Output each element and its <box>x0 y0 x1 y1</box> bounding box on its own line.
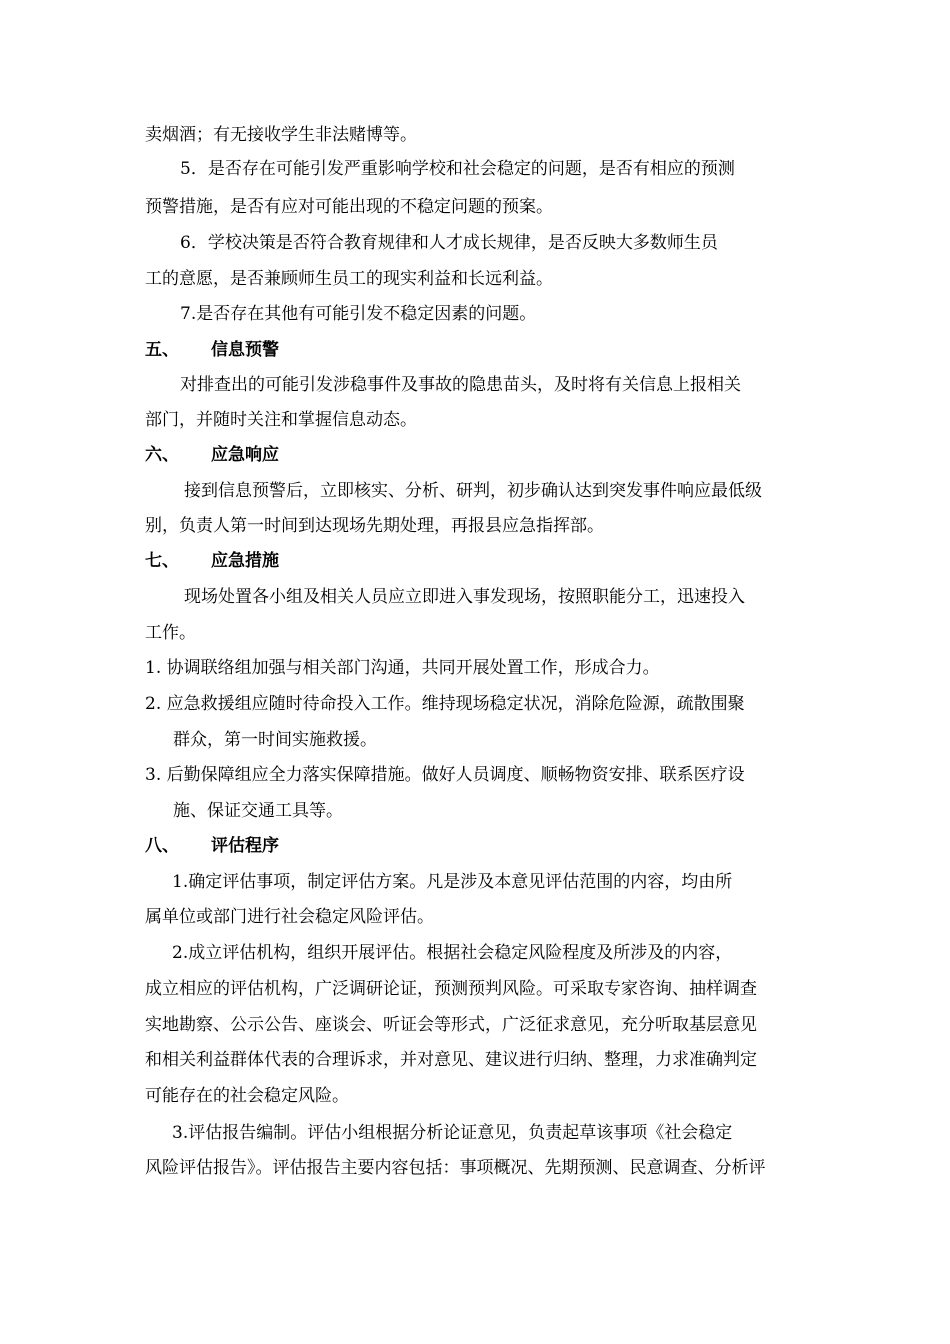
numbered-item-3-cont: 施、保证交通工具等。 <box>173 801 343 821</box>
paragraph-line: 3.评估报告编制。评估小组根据分析论证意见，负责起草该事项《社会稳定 <box>172 1123 733 1143</box>
section-number: 七、 <box>145 551 179 571</box>
list-item-6: 6．学校决策是否符合教育规律和人才成长规律，是否反映大多数师生员 <box>180 233 718 253</box>
paragraph-line: 成立相应的评估机构，广泛调研论证，预测预判风险。可采取专家咨询、抽样调查 <box>145 979 757 999</box>
paragraph-line: 对排查出的可能引发涉稳事件及事故的隐患苗头，及时将有关信息上报相关 <box>180 375 741 395</box>
section-title: 信息预警 <box>211 340 279 360</box>
paragraph-line: 1.确定评估事项，制定评估方案。凡是涉及本意见评估范围的内容，均由所 <box>172 872 733 892</box>
paragraph-line: 可能存在的社会稳定风险。 <box>145 1086 349 1106</box>
section-number: 六、 <box>145 445 179 465</box>
section-heading <box>145 342 279 359</box>
paragraph-line: 属单位或部门进行社会稳定风险评估。 <box>145 907 434 927</box>
paragraph-line: 预警措施，是否有应对可能出现的不稳定问题的预案。 <box>145 197 553 217</box>
paragraph-line: 部门，并随时关注和掌握信息动态。 <box>145 410 417 430</box>
paragraph-line: 接到信息预警后，立即核实、分析、研判，初步确认达到突发事件响应最低级 <box>184 481 762 501</box>
section-title: 评估程序 <box>211 836 279 856</box>
paragraph-line: 风险评估报告》。评估报告主要内容包括：事项概况、先期预测、民意调查、分析评 <box>145 1158 766 1178</box>
paragraph-line: 实地勘察、公示公告、座谈会、听证会等形式，广泛征求意见，充分听取基层意见 <box>145 1015 757 1035</box>
numbered-item-3: 3. 后勤保障组应全力落实保障措施。做好人员调度、顺畅物资安排、联系医疗设 <box>145 765 745 785</box>
paragraph-line: 工作。 <box>145 623 196 643</box>
section-number: 五、 <box>145 340 179 360</box>
section-title: 应急响应 <box>211 445 279 465</box>
section-title: 应急措施 <box>211 551 279 571</box>
paragraph-line: 工的意愿，是否兼顾师生员工的现实利益和长远利益。 <box>145 269 553 289</box>
numbered-item-2-cont: 群众，第一时间实施救援。 <box>173 730 377 750</box>
paragraph-line: 现场处置各小组及相关人员应立即进入事发现场，按照职能分工，迅速投入 <box>184 587 745 607</box>
list-item-5: 5．是否存在可能引发严重影响学校和社会稳定的问题，是否有相应的预测 <box>180 159 735 179</box>
numbered-item-2: 2. 应急救援组应随时待命投入工作。维持现场稳定状况，消除危险源，疏散围聚 <box>145 694 745 714</box>
section-heading <box>145 553 279 570</box>
section-heading <box>145 447 279 464</box>
paragraph-line: 和相关利益群体代表的合理诉求，并对意见、建议进行归纳、整理，力求准确判定 <box>145 1050 757 1070</box>
section-number: 八、 <box>145 836 179 856</box>
paragraph-line: 2.成立评估机构，组织开展评估。根据社会稳定风险程度及所涉及的内容， <box>172 943 733 963</box>
list-item-7: 7.是否存在其他有可能引发不稳定因素的问题。 <box>180 304 537 324</box>
section-heading <box>145 838 279 855</box>
paragraph-line: 别，负责人第一时间到达现场先期处理，再报县应急指挥部。 <box>145 516 604 536</box>
numbered-item-1: 1. 协调联络组加强与相关部门沟通，共同开展处置工作，形成合力。 <box>145 658 660 678</box>
paragraph-line: 卖烟酒；有无接收学生非法赌博等。 <box>145 125 417 145</box>
